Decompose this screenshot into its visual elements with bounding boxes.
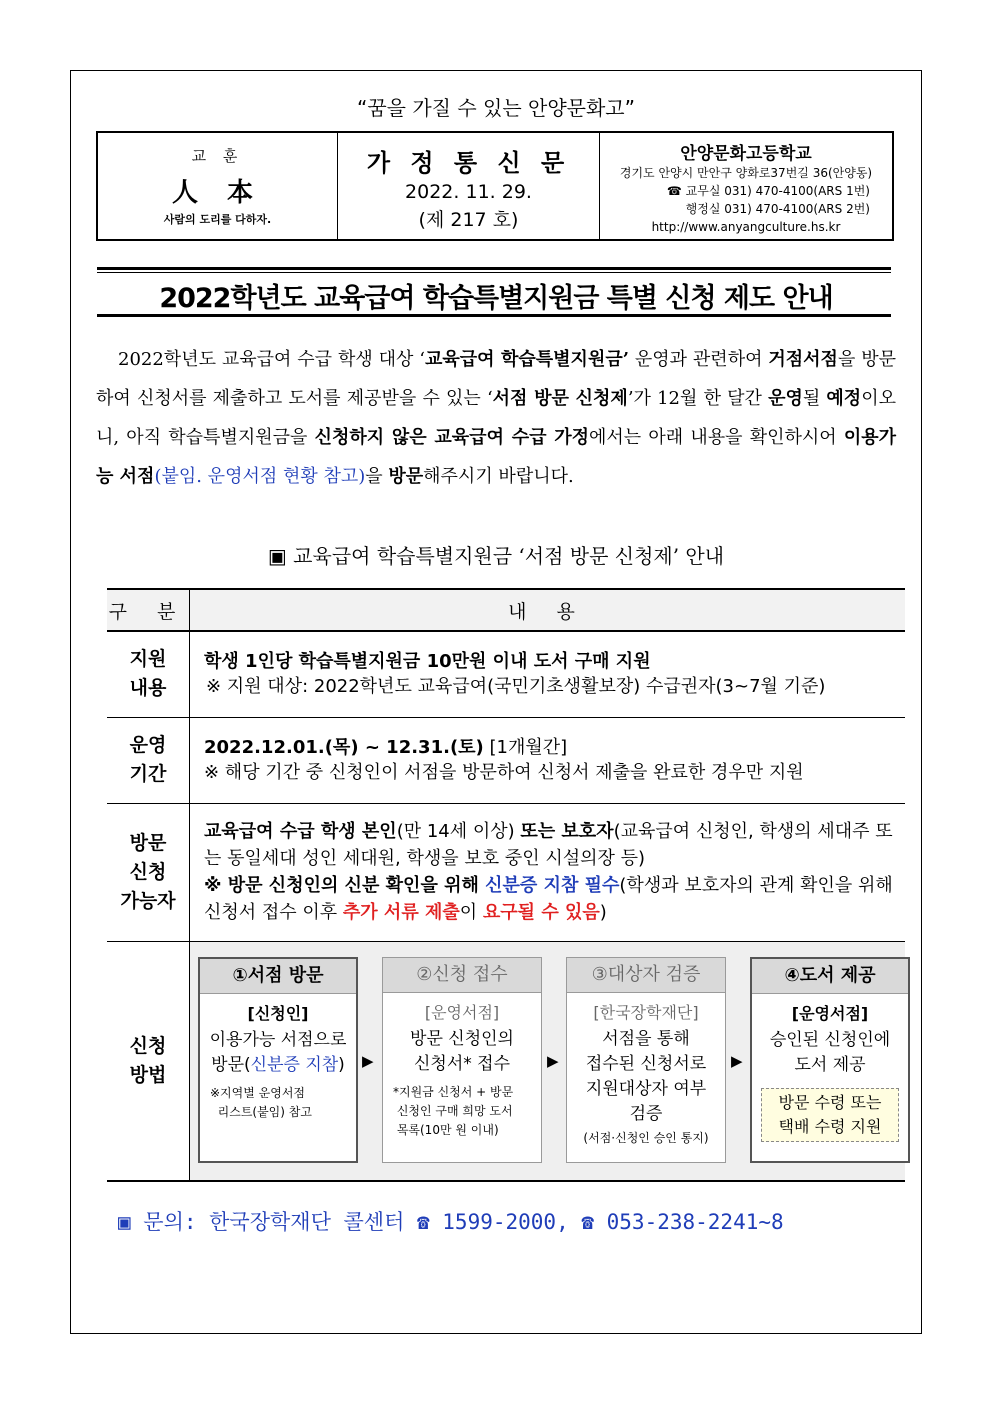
motto-label: 교 훈 (191, 147, 244, 165)
eligible-age: (만 14세 이상) (396, 821, 521, 842)
id-note-detail: 이 (459, 902, 483, 923)
intro-bold: 방문 (388, 466, 424, 487)
intro-text: 2022학년도 교육급여 수급 학생 대상 ‘ (118, 349, 426, 370)
school-phone-1: ☎ 교무실 031) 470-4100(ARS 1번) (666, 184, 870, 198)
intro-text: 될 (802, 388, 827, 409)
motto-text: 人 本 (171, 178, 264, 208)
extra-docs: 추가 서류 제출 (342, 902, 460, 923)
header-table (96, 131, 894, 241)
arrow-right-icon: ▶ (362, 1051, 374, 1070)
step-head: ②신청 접수 (383, 958, 541, 993)
step-head: ①서점 방문 (200, 959, 356, 994)
intro-text: 을 (365, 466, 389, 487)
period-date: 2022.12.01.(목) ~ 12.31.(토) (204, 737, 484, 758)
delivery-option-box (761, 1088, 899, 1142)
row-content (190, 941, 906, 1181)
delivery-line: 방문 수령 또는 (778, 1092, 882, 1112)
step-line: 도서 제공 (794, 1054, 866, 1075)
period-note: ※ 해당 기간 중 신청인이 서점을 방문하여 신청서 제출을 완료한 경우만 지원 (204, 762, 804, 783)
id-note: ※ 방문 신청인의 신분 확인을 위해 (204, 875, 486, 896)
intro-bold: 운영 (768, 388, 803, 409)
contact-info: ▣ 문의: 한국장학재단 콜센터 ☎ 1599-2000, ☎ 053-238-2241~8 (118, 1210, 784, 1234)
col-header-content: 내 용 (190, 589, 906, 631)
step-body (567, 1027, 725, 1127)
step-line: 지원대상자 여부 (585, 1078, 707, 1099)
newsletter-issue: (제 217 호) (418, 209, 519, 231)
step-line: 승인된 신청인에 (769, 1029, 891, 1050)
intro-bold: 이용가능 서점 (96, 427, 897, 487)
may-be-required: 요구될 수 있음 (482, 902, 600, 923)
eligible-student: 교육급여 수급 학생 본인 (204, 821, 397, 842)
support-note: ※ 지원 대상: 2022학년도 교육급여(국민기초생활보장) 수급권자(3~7월 기준) (206, 676, 826, 698)
row-content (190, 803, 906, 941)
section-title: ▣ 교육급여 학습특별지원금 ‘서점 방문 신청제’ 안내 (267, 544, 725, 568)
arrow-right-icon: ▶ (731, 1051, 743, 1070)
table-header-row (107, 589, 905, 631)
intro-bold: 서점 방문 신청제 (492, 388, 628, 409)
school-address: 경기도 안양시 만안구 양화로37번길 36(안양동) (619, 166, 873, 180)
support-main: 학생 1인당 학습특별지원금 10만원 이내 도서 구매 지원 (204, 651, 651, 673)
row-label: 방문 신청 가능자 (107, 803, 190, 941)
period-length: [1개월간] (483, 737, 568, 758)
step-line: 검증 (629, 1103, 663, 1124)
school-info-cell (600, 133, 892, 239)
step-line: ) (338, 1054, 345, 1075)
step-actor: [신청인] (247, 1003, 309, 1023)
title-rule-top (97, 267, 891, 270)
step-actor: [운영서점] (791, 1003, 869, 1023)
step-note: ※지역별 운영서점 리스트(붙임) 참고 (210, 1085, 312, 1119)
info-table (107, 588, 905, 1182)
step-line: 서점을 통해 (602, 1028, 690, 1049)
row-content (190, 717, 906, 803)
step-note: *지원금 신청서 + 방문 신청인 구매 희망 도서 목록(10만 원 이내) (393, 1084, 514, 1137)
school-motto-cell (98, 133, 338, 239)
process-flow (190, 942, 905, 1180)
intro-text: 을 방문하여 신청서를 제출하고 도서를 제공받을 수 있는 ‘ (96, 349, 896, 409)
title-rule-bottom (97, 314, 891, 317)
step-eligibility-check (566, 957, 726, 1163)
col-header-category: 구 분 (107, 589, 190, 631)
step-line: 신청서* 접수 (413, 1053, 510, 1074)
school-slogan: “꿈을 가질 수 있는 안양문화고” (357, 96, 635, 120)
step-head: ④도서 제공 (752, 959, 908, 994)
row-content (190, 631, 906, 717)
step-body (200, 1028, 356, 1078)
intro-text: 에서는 아래 내용을 확인하시어 (589, 427, 844, 448)
motto-desc: 사람의 도리를 다하자. (163, 213, 272, 226)
row-label: 지원 내용 (107, 631, 190, 717)
step-line: 방문 신청인의 (410, 1028, 514, 1049)
step-book-delivery (750, 957, 910, 1163)
eligible-detail: (교육급여 신청인, 학생의 세대주 또는 동일세대 성인 세대원, 학생을 보호 중인 시설의장 등) (204, 821, 893, 869)
step-head: ③대상자 검증 (567, 958, 725, 993)
intro-bold: 예정 (826, 388, 862, 409)
intro-blue-text: (붙임. 운영서점 현황 참고) (154, 466, 366, 487)
school-website[interactable]: http://www.anyangculture.hs.kr (651, 220, 841, 234)
arrow-right-icon: ▶ (547, 1051, 559, 1070)
intro-text: 이오니, 아직 학습특별지원금을 (96, 388, 896, 448)
id-required: 신분증 지참 필수 (485, 875, 620, 896)
step-visit-bookstore (198, 957, 358, 1163)
step-body (383, 1027, 541, 1077)
intro-text: ’가 12월 한 달간 (627, 388, 769, 409)
step-line: 이용가능 서점으로 (209, 1029, 347, 1050)
step-body (752, 1028, 908, 1078)
table-row (107, 631, 905, 717)
delivery-line: 택배 수령 지원 (778, 1116, 882, 1136)
step-line-blue: 신분증 지참 (250, 1054, 339, 1075)
table-row (107, 717, 905, 803)
step-actor: [운영서점] (424, 1002, 500, 1022)
id-note-detail: ) (599, 902, 607, 923)
row-label: 운영 기간 (107, 717, 190, 803)
newsletter-date: 2022. 11. 29. (405, 181, 532, 203)
intro-bold: 교육급여 학습특별지원금’ (425, 349, 629, 370)
step-line: 접수된 신청서로 (585, 1053, 707, 1074)
table-row (107, 803, 905, 941)
school-phone-2: 행정실 031) 470-4100(ARS 2번) (685, 202, 870, 216)
newsletter-title: 가 정 통 신 문 (366, 149, 571, 177)
step-line: 방문( (211, 1054, 251, 1075)
intro-text: 해주시기 바랍니다. (423, 466, 574, 487)
table-row (107, 941, 905, 1181)
step-actor: [한국장학재단] (593, 1002, 699, 1022)
id-note-detail: (학생과 보호자의 관계 확인을 위해 신청서 접수 이후 (204, 875, 893, 923)
eligible-guardian: 또는 보호자 (520, 821, 614, 842)
row-label: 신청 방법 (107, 941, 190, 1181)
intro-bold: 거점서점 (768, 349, 838, 370)
newsletter-cell (338, 133, 600, 239)
step-note: (서점·신청인 승인 통지) (583, 1130, 709, 1145)
intro-bold: 신청하지 않은 교육급여 수급 가정 (314, 427, 589, 448)
title-rule-top-thin (97, 272, 891, 273)
step-application-receipt (382, 957, 542, 1163)
intro-text: 운영과 관련하여 (628, 349, 769, 370)
page-title: 2022학년도 교육급여 학습특별지원금 특별 신청 제도 안내 (159, 283, 833, 314)
school-name: 안양문화고등학교 (680, 144, 812, 164)
intro-paragraph (96, 340, 896, 496)
